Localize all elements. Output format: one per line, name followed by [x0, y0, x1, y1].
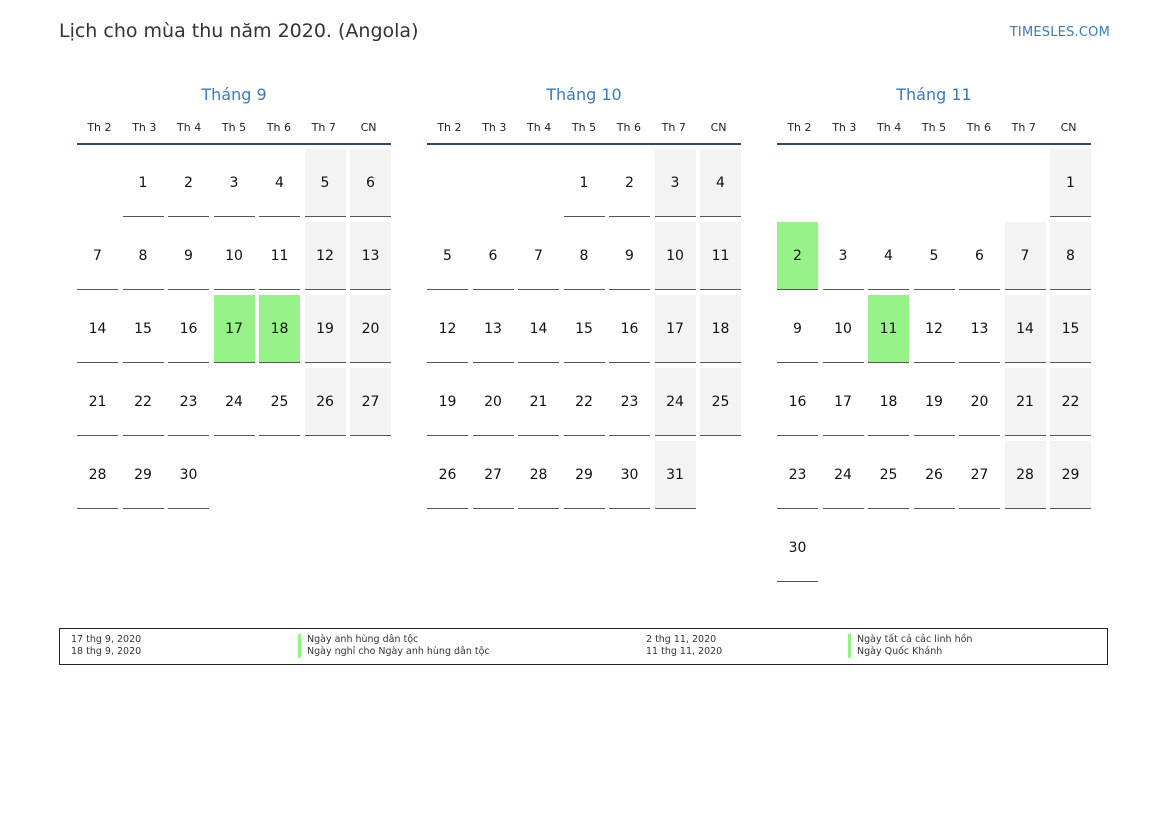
day-cell: 5 [914, 222, 955, 290]
day-cell: 4 [259, 149, 300, 217]
weekday-label: Th 4 [877, 121, 902, 134]
day-cell: 15 [1050, 295, 1091, 363]
legend-date: 18 thg 9, 2020 [71, 646, 142, 657]
day-cell: 23 [777, 441, 818, 509]
month-calendar [77, 84, 391, 483]
month-title: Tháng 9 [201, 85, 267, 104]
day-cell: 18 [700, 295, 741, 363]
weekday-label: Th 7 [311, 121, 336, 134]
day-cell: 9 [777, 295, 818, 363]
day-cell: 22 [123, 368, 164, 436]
day-cell: 16 [609, 295, 650, 363]
day-cell: 29 [564, 441, 605, 509]
day-cell: 26 [305, 368, 346, 436]
day-cell: 5 [427, 222, 468, 290]
day-cell: 3 [823, 222, 864, 290]
day-cell: 12 [427, 295, 468, 363]
day-cell: 11 [700, 222, 741, 290]
weekday-label: CN [360, 121, 377, 134]
day-cell: 11 [259, 222, 300, 290]
brand-link[interactable]: TIMESLES.COM [1009, 25, 1110, 40]
weekday-label: Th 3 [832, 121, 857, 134]
day-cell: 13 [350, 222, 391, 290]
day-cell: 28 [77, 441, 118, 509]
day-cell: 17 [823, 368, 864, 436]
day-cell: 6 [350, 149, 391, 217]
day-cell: 25 [259, 368, 300, 436]
day-cell: 29 [123, 441, 164, 509]
day-cell: 20 [959, 368, 1000, 436]
day-cell: 1 [123, 149, 164, 217]
day-cell: 29 [1050, 441, 1091, 509]
holiday-day-cell: 11 [868, 295, 909, 363]
legend-date: 11 thg 11, 2020 [646, 646, 723, 657]
weekday-label: Th 2 [437, 121, 462, 134]
day-cell: 10 [655, 222, 696, 290]
weekday-label: Th 4 [527, 121, 552, 134]
day-cell: 17 [655, 295, 696, 363]
day-cell: 3 [214, 149, 255, 217]
weekday-header [427, 118, 741, 145]
day-cell: 25 [700, 368, 741, 436]
day-cell: 24 [823, 441, 864, 509]
day-cell: 26 [914, 441, 955, 509]
weekday-label: Th 5 [221, 121, 247, 134]
day-cell: 19 [305, 295, 346, 363]
day-cell: 9 [609, 222, 650, 290]
day-cell: 8 [1050, 222, 1091, 290]
weekday-label: Th 2 [87, 121, 112, 134]
day-cell: 24 [214, 368, 255, 436]
weekday-label: Th 2 [787, 121, 812, 134]
day-cell: 13 [959, 295, 1000, 363]
day-cell: 21 [518, 368, 559, 436]
day-cell: 1 [564, 149, 605, 217]
weekday-label: Th 5 [921, 121, 947, 134]
day-cell: 19 [914, 368, 955, 436]
day-cell: 12 [914, 295, 955, 363]
day-cell: 16 [168, 295, 209, 363]
day-cell: 3 [655, 149, 696, 217]
day-cell: 23 [168, 368, 209, 436]
weekday-label: Th 3 [132, 121, 157, 134]
day-cell: 27 [350, 368, 391, 436]
day-cell: 21 [1005, 368, 1046, 436]
day-cell: 30 [609, 441, 650, 509]
day-cell: 22 [1050, 368, 1091, 436]
month-calendar [427, 84, 741, 483]
day-cell: 21 [77, 368, 118, 436]
holiday-legend [59, 628, 1108, 665]
day-cell: 30 [777, 514, 818, 582]
weekday-label: CN [710, 121, 727, 134]
day-cell: 24 [655, 368, 696, 436]
holiday-day-cell: 17 [214, 295, 255, 363]
weekday-header [777, 118, 1091, 145]
day-cell: 13 [473, 295, 514, 363]
day-cell: 19 [427, 368, 468, 436]
day-cell: 16 [777, 368, 818, 436]
day-cell: 6 [473, 222, 514, 290]
day-cell: 7 [518, 222, 559, 290]
day-cell: 9 [168, 222, 209, 290]
legend-date: 17 thg 9, 2020 [71, 634, 142, 645]
day-cell: 15 [123, 295, 164, 363]
day-cell: 23 [609, 368, 650, 436]
day-cell: 6 [959, 222, 1000, 290]
day-cell: 27 [959, 441, 1000, 509]
day-cell: 1 [1050, 149, 1091, 217]
day-cell: 5 [305, 149, 346, 217]
page-title: Lịch cho mùa thu năm 2020. (Angola) [59, 20, 419, 42]
holiday-day-cell: 18 [259, 295, 300, 363]
weekday-header [77, 118, 391, 145]
day-cell: 20 [350, 295, 391, 363]
holiday-day-cell: 2 [777, 222, 818, 290]
day-cell: 20 [473, 368, 514, 436]
day-cell: 12 [305, 222, 346, 290]
day-cell: 7 [77, 222, 118, 290]
legend-holiday-name: Ngày Quốc Khánh [848, 646, 942, 658]
day-cell: 28 [1005, 441, 1046, 509]
day-cell: 7 [1005, 222, 1046, 290]
month-calendar [777, 84, 1091, 556]
day-cell: 22 [564, 368, 605, 436]
legend-holiday-name: Ngày tất cả các linh hồn [848, 634, 972, 646]
day-cell: 25 [868, 441, 909, 509]
day-cell: 14 [77, 295, 118, 363]
day-cell: 30 [168, 441, 209, 509]
day-cell: 26 [427, 441, 468, 509]
day-cell: 10 [214, 222, 255, 290]
weekday-label: Th 3 [482, 121, 507, 134]
day-cell: 14 [518, 295, 559, 363]
legend-holiday-name: Ngày anh hùng dân tộc [298, 634, 418, 646]
weekday-label: Th 4 [177, 121, 202, 134]
weekday-label: Th 7 [1011, 121, 1036, 134]
weekday-label: Th 5 [571, 121, 597, 134]
day-cell: 4 [868, 222, 909, 290]
weekday-label: Th 6 [966, 121, 991, 134]
day-cell: 8 [123, 222, 164, 290]
day-cell: 31 [655, 441, 696, 509]
day-cell: 18 [868, 368, 909, 436]
day-cell: 2 [168, 149, 209, 217]
day-cell: 10 [823, 295, 864, 363]
day-cell: 4 [700, 149, 741, 217]
weekday-label: Th 6 [266, 121, 291, 134]
day-cell: 8 [564, 222, 605, 290]
day-cell: 28 [518, 441, 559, 509]
day-cell: 2 [609, 149, 650, 217]
month-title: Tháng 10 [546, 85, 622, 104]
weekday-label: Th 7 [661, 121, 686, 134]
weekday-label: CN [1060, 121, 1077, 134]
day-cell: 27 [473, 441, 514, 509]
weekday-label: Th 6 [616, 121, 641, 134]
legend-holiday-name: Ngày nghỉ cho Ngày anh hùng dân tộc [298, 646, 490, 658]
day-cell: 15 [564, 295, 605, 363]
month-title: Tháng 11 [896, 85, 972, 104]
legend-date: 2 thg 11, 2020 [646, 634, 717, 645]
day-cell: 14 [1005, 295, 1046, 363]
